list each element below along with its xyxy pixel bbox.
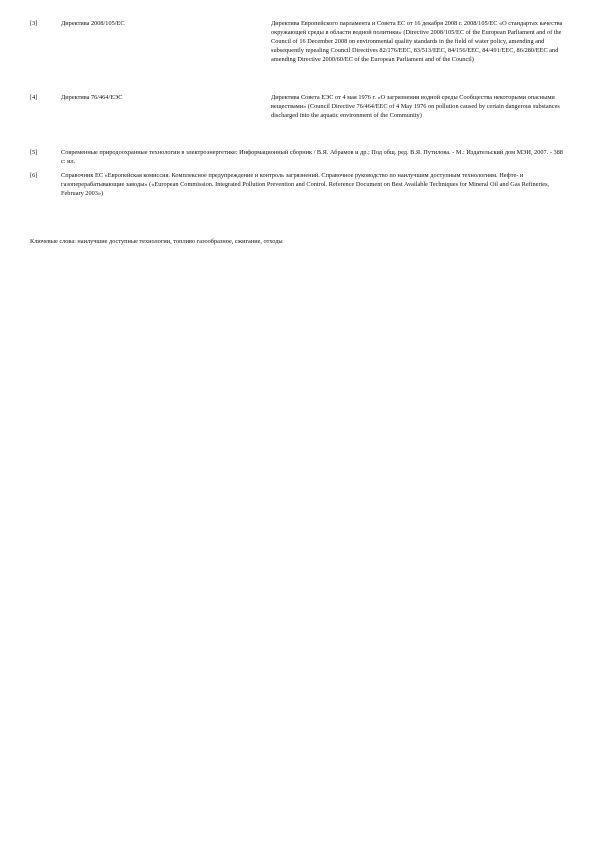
reference-number: [3] bbox=[30, 20, 38, 27]
reference-title: Директива 2008/105/ЕС bbox=[61, 20, 125, 27]
reference-description: Директива Совета ЕЭС от 4 мая 1976 г. «О загрязнении водной среды Сообщества некоторыми опасными веществами» (Council Directive 76/464/EEC of 4 May 1976 on pollution caused by certain dangerous substances discharged into the aquatic environment of the Community) bbox=[271, 94, 560, 119]
reference-item bbox=[30, 171, 570, 201]
reference-item bbox=[30, 19, 570, 92]
keywords-line: Ключевые слова: наилучшие доступные технологии, топливо газообразное, сжигание, отходы bbox=[30, 238, 283, 245]
reference-title: Директива 76/464/ЕЭС bbox=[61, 94, 123, 101]
reference-number: [5] bbox=[30, 149, 38, 156]
reference-description: Директива Европейского парламента и Совета ЕС от 16 декабря 2008 г. 2008/105/ЕС «О стандартах качества окружающей среды в области водной политики» (Directive 2008/105/EC of the European Parliament and of the Council of 16 December 2008 on environmental quality standards in the field of water policy, amending and subsequently repealing Council Directives 82/176/EEC, 83/513/EEC, 84/156/EEC, 84/491/EEC, 86/280/EEC and amending Directive 2000/60/EC of the European Parliament and of the Council) bbox=[271, 20, 563, 63]
reference-text: Справочник ЕС «Европейская комиссия. Комплексное предупреждение и контроль загрязнений. Справочное руководство по наилучшим доступным технологиям. Нефте- и газоперерабатывающие заводы» («European Commission. Integrated Pollution Prevention and Control. Reference Document on Best Available Techniques for Mineral Oil and Gas Refineries, February 2003») bbox=[61, 172, 550, 197]
references-list bbox=[30, 19, 570, 202]
reference-number: [6] bbox=[30, 172, 38, 179]
reference-number: [4] bbox=[30, 94, 38, 101]
reference-item bbox=[30, 93, 570, 147]
reference-text: Современные природоохранные технологии в электроэнергетике: Информационный сборник / В.Я. Абрамов и др.; Под общ. ред. В.Я. Путилова. - М.: Издательский дом МЭИ, 2007. - 388 с: ил. bbox=[61, 149, 563, 165]
reference-item bbox=[30, 148, 570, 170]
